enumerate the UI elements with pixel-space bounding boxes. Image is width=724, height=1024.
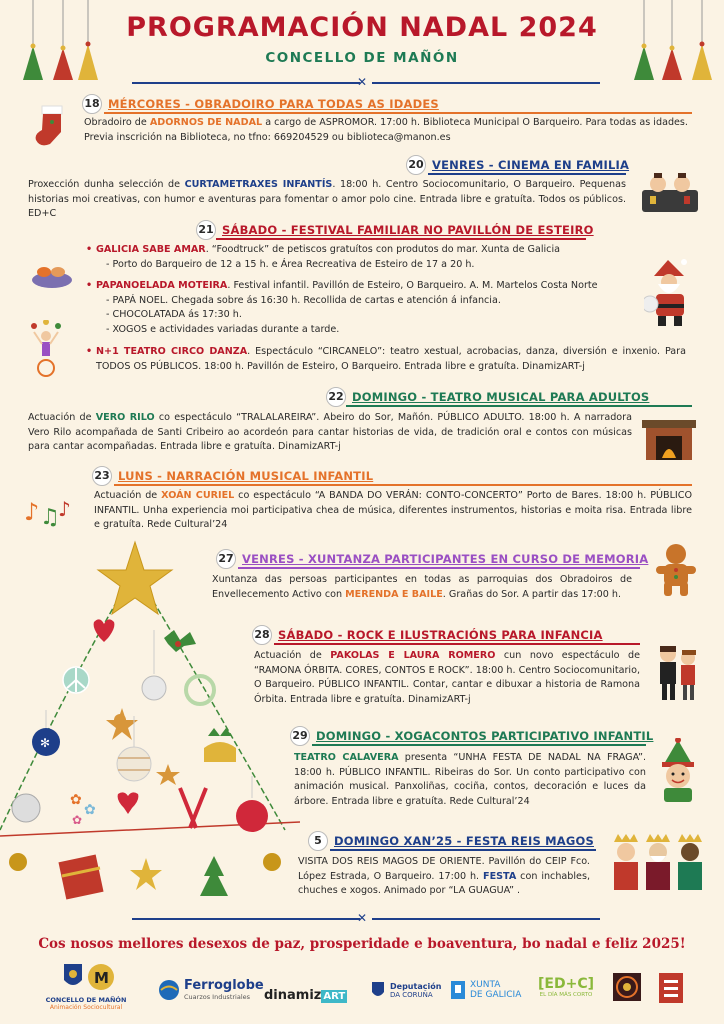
event-20-body	[28, 178, 626, 222]
event-21-bullet-2	[86, 279, 646, 294]
event-21-rule	[216, 238, 586, 240]
svg-text:✿: ✿	[72, 813, 83, 827]
event-20-rule	[428, 173, 626, 175]
deputacion-logo	[370, 980, 441, 1000]
svg-text:✿: ✿	[70, 792, 82, 808]
concello-logo-label: CONCELLO DE MAÑÓN	[45, 996, 127, 1004]
event-29-header	[290, 726, 653, 746]
event-21-item-3-name: N+1 TEATRO CIRCO DANZA	[96, 346, 248, 357]
dinamizart-label: dinamiz	[264, 988, 322, 1003]
event-18-rule	[104, 112, 692, 114]
event-29-title: DOMINGO - XOGACONTOS PARTICIPATIVO INFANTIL	[316, 729, 654, 743]
event-18-title: MÉRCORES - OBRADOIRO PARA TODAS AS IDADES	[108, 97, 439, 111]
event-27-date: 27	[216, 549, 236, 569]
event-21-item-3-text: . Espectáculo “CIRCANELO”: teatro xestual, acrobacias, danza, diversión e inxenio. Para TODOS OS PÚBLICOS. 18:00 h. Pavillón de Esteiro, O Barqueiro. Entrada libre e gratuíta. DinamizART-j	[96, 346, 687, 372]
event-23-highlight: XOÁN CURIEL	[161, 490, 235, 501]
elf-icon	[656, 738, 700, 804]
cinema-kids-icon	[640, 170, 700, 214]
xunta-logo	[450, 980, 521, 1000]
closing-greeting: Cos nosos mellores desexos de paz, prosperidade e boaventura, bo nadal e feliz 2025!	[38, 936, 686, 952]
concello-crest-icon	[56, 962, 116, 992]
event-29-highlight: TEATRO CALAVERA	[294, 752, 399, 763]
event-18-highlight: ADORNOS DE NADAL	[149, 117, 263, 128]
event-27-body	[212, 573, 632, 602]
event-29-date: 29	[290, 726, 310, 746]
deputacion-label: Deputación	[390, 981, 442, 991]
ferroglobe-sublabel: Cuarzos Industriales	[184, 993, 251, 1001]
dinamizart-badge: ART	[323, 991, 346, 1002]
ferroglobe-logo	[158, 978, 264, 1001]
event-21-item-1-name: GALICIA SABE AMAR	[96, 244, 206, 255]
ferroglobe-label: Ferroglobe	[184, 978, 264, 993]
rock-musicians-icon	[650, 640, 704, 704]
event-27-text-1: Xuntanza das persoas participantes en todas as parroquias dos Obradoiros de Envellecemento Activo con	[212, 574, 632, 600]
event-5-text-1: VISITA DOS REIS MAGOS DE ORIENTE. Pavillón do CEIP Fco. López Estrada, O Barqueiro. 17:00 h.	[298, 856, 590, 882]
event-21-item-2-sub-1: - PAPÁ NOEL. Chegada sobre ás 16:30 h. Recollida de cartas e atención á infancia.	[106, 294, 501, 306]
event-21-item-2	[86, 279, 646, 337]
event-21-title: SÁBADO - FESTIVAL FAMILIAR NO PAVILLÓN DE ESTEIRO	[222, 223, 594, 237]
xunta-crest-icon	[450, 980, 466, 1000]
event-23-text-2: co espectáculo “A BANDA DO VERÁN: CONTO-CONCERTO” Porto de Bares. 18:00 h. PÚBLICO INFANTIL. Unha experiencia moi participativa chea de música, diferentes instrumentos, historias e moita risa. Entrada libre e gratuíta. Rede Cultural’24	[94, 490, 693, 530]
concello-logo	[44, 962, 128, 1011]
event-20-highlight: CURTAMETRAXES INFANTÍS	[184, 179, 333, 190]
event-22-body	[28, 411, 632, 455]
event-22-text-2: co espectáculo “TRALALAREIRA”. Abeiro do Sor, Mañón. PÚBLICO ADULTO. 18:00 h. A narradora Vero Rilo acompañada de Santi Cribeiro ao acordeón para cantar historias de vida, de tradición oral e contos con músicas para cantar acompañadas. Entrada libre e gratuíta. DinamizART-j	[28, 412, 633, 452]
concello-logo-sublabel: Animación Sociocultural	[49, 1004, 123, 1011]
food-plate-icon	[30, 256, 74, 290]
event-27-text-2: . Grañas do Sor. A partir das 17:00 h.	[442, 588, 622, 600]
stocking-icon	[30, 104, 72, 148]
xunta-sublabel: DE GALICIA	[470, 990, 522, 1000]
event-22-highlight: VERO RILO	[95, 412, 155, 423]
event-21-item-2-sub-2: - CHOCOLATADA ás 17:30 h.	[106, 309, 242, 320]
svg-text:♪: ♪	[58, 497, 71, 521]
event-22-date: 22	[326, 387, 346, 407]
event-23-text-1: Actuación de	[94, 490, 162, 501]
juggler-icon	[28, 320, 64, 380]
svg-text:✻: ✻	[40, 736, 51, 750]
ferroglobe-globe-icon	[158, 979, 180, 1001]
edc-sublabel: EL DÍA MÁS CORTO	[539, 992, 593, 998]
event-21-bullet-3	[86, 345, 686, 374]
bottom-divider-left	[132, 918, 360, 920]
event-28-header	[252, 625, 603, 645]
dinamizart-logo	[264, 984, 347, 1003]
event-20-text-1: Proxección dunha selección de	[28, 179, 185, 190]
event-23-body	[94, 489, 692, 533]
santa-claus-icon	[644, 258, 696, 328]
divider-left	[132, 82, 360, 84]
event-21-item-1-sub-1: - Porto do Barqueiro de 12 a 15 h. e Área Recreativa de Esteiro de 17 a 20 h.	[106, 258, 475, 270]
three-kings-icon	[606, 832, 706, 892]
bottom-divider-right	[372, 918, 600, 920]
event-20-title: VENRES - CINEMA EN FAMILIA	[432, 158, 630, 172]
event-28-title: SÁBADO - ROCK E ILUSTRACIÓNS PARA INFANCIA	[278, 628, 603, 642]
divider-right	[372, 82, 600, 84]
event-21-item-3	[86, 345, 686, 374]
event-5-highlight: FESTA	[483, 870, 517, 882]
page-subtitle: CONCELLO DE MAÑÓN	[265, 50, 459, 66]
event-21-date: 21	[196, 220, 216, 240]
event-18-text-1: Obradoiro de	[84, 117, 150, 128]
event-29-text-2: presenta “UNHA FESTA DE NADAL NA FRAGA”. 18:00 h. PÚBLICO INFANTIL. Ribeiras do Sor. Un conto participativo con animación musical. Panxoliñas, cociña, contos, decoración e luces da árbore. Entrada libre e gratuíta. Rede Cultural’24	[294, 752, 646, 807]
event-23-title: LUNS - NARRACIÓN MUSICAL INFANTIL	[118, 469, 374, 483]
event-22-rule	[346, 405, 692, 407]
svg-text:✿: ✿	[84, 802, 96, 818]
event-20-header	[406, 155, 629, 175]
deputacion-sublabel: DA CORUÑA	[390, 990, 433, 999]
event-23-date: 23	[92, 466, 112, 486]
event-21-item-2-sub-3: - XOGOS e actividades variadas durante a tarde.	[106, 323, 340, 335]
red-badge-icon	[658, 972, 684, 1004]
event-28-date: 28	[252, 625, 272, 645]
fireplace-icon	[640, 418, 698, 462]
event-27-highlight: MERENDA E BAILE	[345, 588, 443, 600]
event-21-item-2-text: . Festival infantil. Pavillón de Esteiro, O Barqueiro. A. M. Martelos Costa Norte	[227, 280, 598, 291]
event-18-header	[82, 94, 439, 114]
xunta-label: XUNTA	[470, 980, 501, 990]
gingerbread-man-icon	[654, 542, 698, 598]
event-28-text-1: Actuación de	[254, 650, 331, 661]
event-18-text-2: a cargo de ASPROMOR. 17:00 h. Biblioteca Municipal O Barqueiro. Para todas as idades. Previa inscrición na Biblioteca, no tfno: 669204529 ou biblioteca@manon.es	[84, 117, 688, 143]
decorative-seal-icon	[612, 972, 642, 1002]
event-5-rule	[330, 849, 596, 851]
event-22-text-1: Actuación de	[28, 412, 96, 423]
event-21-header	[196, 220, 594, 240]
event-5-header	[308, 831, 594, 851]
event-18-body	[84, 116, 688, 145]
event-21-item-1-text: . “Foodtruck” de petiscos gratuítos con produtos do mar. Xunta de Galicia	[205, 244, 560, 255]
event-29-rule	[312, 744, 646, 746]
event-28-body	[254, 649, 640, 707]
event-22-header	[326, 387, 649, 407]
event-21-item-1	[86, 243, 646, 272]
event-28-text-2: cun novo espectáculo de “RAMONA ÓRBITA. CORES, CONTOS E ROCK”. 18:00 h. Centro Sociocomunitario, O Barqueiro. PÚBLICO INFANTIL. Contar, cantar e dibuxar a historia de Ramona Órbita. Entrada libre e gratuíta. DinamizART-j	[254, 650, 640, 705]
edc-label: [ED+C]	[538, 976, 594, 992]
event-21-item-2-name: PAPANOELADA MOTEIRA	[96, 280, 228, 291]
svg-text:♪: ♪	[24, 498, 40, 526]
bottom-divider-ornament-icon: ✕	[356, 911, 368, 925]
event-5-title: DOMINGO XAN’25 - FESTA REIS MAGOS	[334, 834, 594, 848]
divider-ornament-icon: ✕	[356, 75, 368, 89]
event-23-header	[92, 466, 373, 486]
event-23-rule	[114, 484, 692, 486]
event-28-rule	[274, 643, 640, 645]
event-28-highlight: PAKOLAS E LAURA ROMERO	[330, 650, 496, 661]
event-5-text-2: con inchables, chuches e xogos. Animado por “LA GUAGUA” .	[298, 870, 591, 896]
event-27-header	[216, 549, 648, 569]
edc-logo	[538, 976, 594, 998]
svg-text:M: M	[94, 969, 109, 987]
svg-text:♫: ♫	[40, 505, 60, 530]
event-5-date: 5	[308, 831, 328, 851]
event-22-title: DOMINGO - TEATRO MUSICAL PARA ADULTOS	[352, 390, 650, 404]
event-29-body	[294, 751, 646, 809]
page-title: PROGRAMACIÓN NADAL 2024	[126, 12, 598, 43]
event-5-body	[298, 855, 590, 899]
music-notes-icon	[22, 494, 76, 530]
deputacion-crest-icon	[370, 980, 386, 1000]
event-20-date: 20	[406, 155, 426, 175]
event-18-date: 18	[82, 94, 102, 114]
event-27-rule	[238, 567, 640, 569]
event-27-title: VENRES - XUNTANZA PARTICIPANTES EN CURSO DE MEMORIA	[242, 552, 649, 566]
event-21-bullet-1	[86, 243, 646, 258]
event-20-text-2: . 18:00 h. Centro Sociocomunitario, O Barqueiro. Pequenas historias moi creativas, con humor e aventuras para fomentar o amor polo cine. Entrada libre e gratuíta. Todos os públicos. ED+C	[28, 179, 626, 219]
